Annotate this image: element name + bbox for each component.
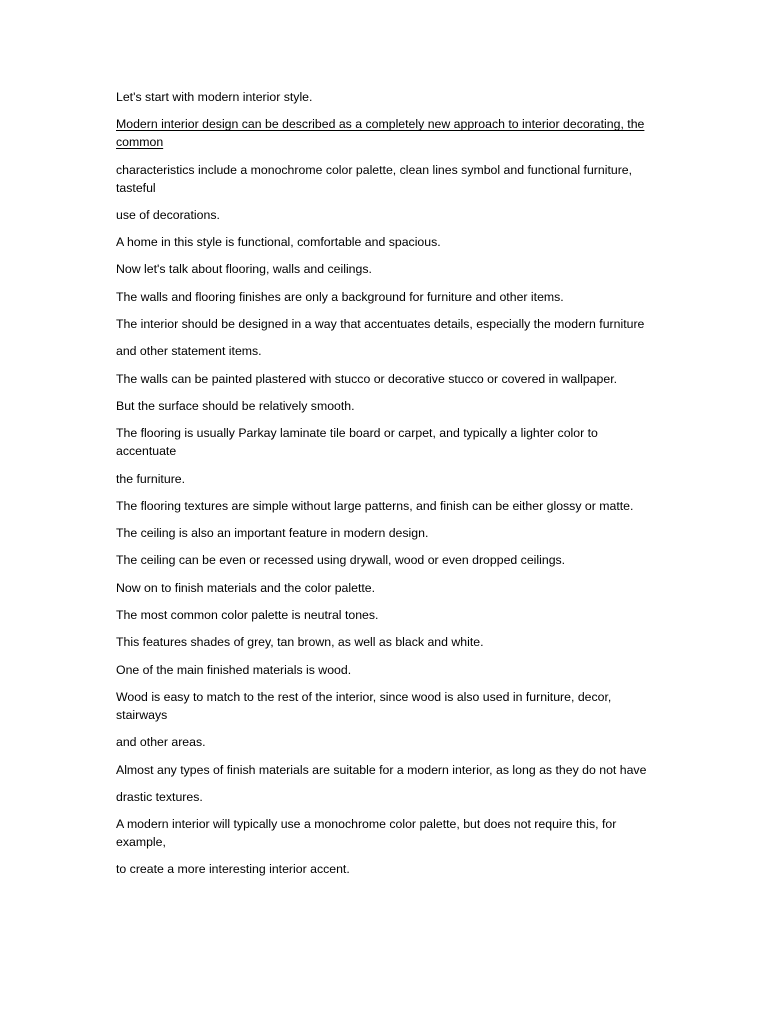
paragraph: Almost any types of finish materials are suitable for a modern interior, as long as they do not have (116, 762, 647, 777)
paragraph: use of decorations. (116, 207, 220, 222)
paragraph: The flooring textures are simple without large patterns, and finish can be either glossy or matte. (116, 498, 634, 513)
paragraph: The interior should be designed in a way that accentuates details, especially the modern furniture (116, 317, 645, 332)
paragraph: to create a more interesting interior accent. (116, 862, 350, 877)
paragraph: The ceiling is also an important feature in modern design. (116, 526, 429, 541)
paragraph: The walls can be painted plastered with stucco or decorative stucco or covered in wallpaper. (116, 371, 618, 386)
paragraph: and other statement items. (116, 344, 262, 359)
paragraph: Now on to finish materials and the color palette. (116, 580, 376, 595)
paragraph: But the surface should be relatively smooth. (116, 398, 355, 413)
paragraph: Let's start with modern interior style. (116, 90, 313, 104)
paragraph: Wood is easy to match to the rest of the interior, since wood is also used in furniture, decor, stairways (116, 689, 612, 722)
paragraph: A modern interior will typically use a monochrome color palette, but does not require this, for example, (116, 817, 617, 850)
paragraph: The walls and flooring finishes are only a background for furniture and other items. (116, 289, 564, 304)
paragraph: and other areas. (116, 735, 206, 750)
paragraph: One of the main finished materials is wood. (116, 662, 352, 677)
paragraph: A home in this style is functional, comfortable and spacious. (116, 235, 441, 250)
paragraph: The ceiling can be even or recessed using drywall, wood or even dropped ceilings. (116, 553, 566, 568)
document-body (116, 88, 661, 888)
paragraph: characteristics include a monochrome color palette, clean lines symbol and functional furniture, tasteful (116, 162, 633, 195)
paragraph: the furniture. (116, 471, 186, 486)
paragraph: Now let's talk about flooring, walls and ceilings. (116, 262, 372, 277)
paragraph: The most common color palette is neutral tones. (116, 608, 379, 623)
paragraph: drastic textures. (116, 789, 203, 804)
paragraph: This features shades of grey, tan brown, as well as black and white. (116, 635, 484, 650)
paragraph-underlined: Modern interior design can be described as a completely new approach to interior decorating, the common (116, 117, 645, 150)
paragraph: The flooring is usually Parkay laminate tile board or carpet, and typically a lighter color to accentuate (116, 426, 598, 459)
